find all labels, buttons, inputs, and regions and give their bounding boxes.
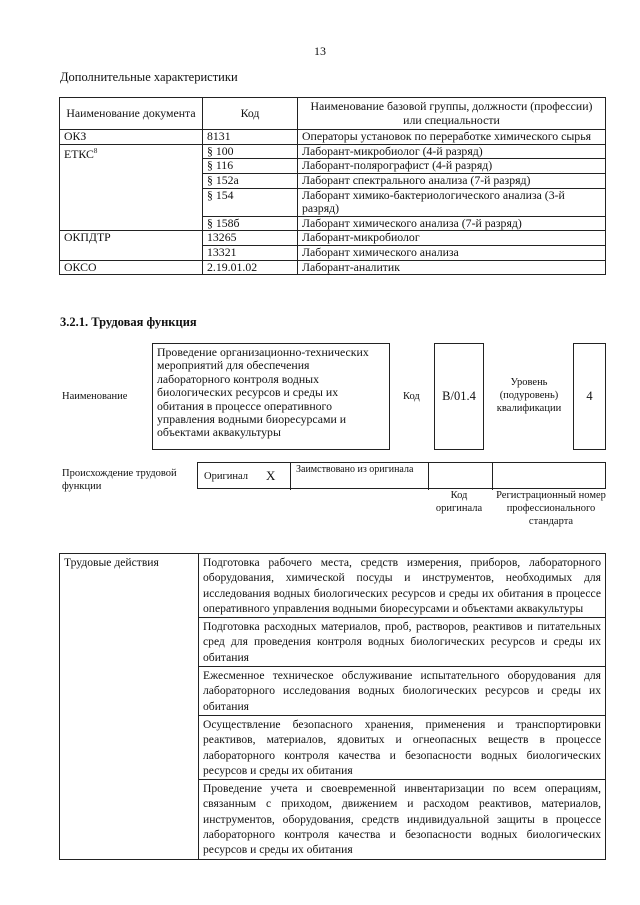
doc-okso: ОКСО bbox=[60, 260, 203, 275]
doc-etks-text: ЕТКС bbox=[64, 146, 94, 161]
function-code-box: В/01.4 bbox=[434, 343, 484, 450]
name-cell: Лаборант химического анализа bbox=[298, 245, 606, 260]
name-cell: Лаборант-полярографист (4-й разряд) bbox=[298, 159, 606, 174]
table-row bbox=[60, 260, 606, 275]
origin-label: Происхождение трудовой функции bbox=[62, 468, 177, 492]
action-item: Подготовка рабочего места, средств измерения, приборов, лабораторного оборудования, химической посуды и инструментов, необходимых для исследования водных биологических ресурсов и среды их обитания в процессе оперативного управления водными биоресурсами и объектами аквакультуры bbox=[199, 554, 606, 618]
name-cell: Лаборант спектрального анализа (7-й разряд) bbox=[298, 173, 606, 188]
code-cell: 13265 bbox=[203, 231, 298, 246]
level-label: Уровень (подуровень) квалификации bbox=[496, 377, 562, 414]
divider bbox=[492, 463, 493, 490]
code-cell: 8131 bbox=[203, 130, 298, 145]
original-label: Оригинал bbox=[204, 471, 248, 482]
name-cell: Лаборант-микробиолог (4-й разряд) bbox=[298, 144, 606, 159]
section-title: 3.2.1. Трудовая функция bbox=[60, 315, 197, 329]
code-cell: § 154 bbox=[203, 188, 298, 216]
name-cell: Лаборант-аналитик bbox=[298, 260, 606, 275]
code-cell: § 116 bbox=[203, 159, 298, 174]
origin-row bbox=[197, 462, 606, 489]
page-number: 13 bbox=[314, 44, 326, 58]
doc-okpdtr: ОКПДТР bbox=[60, 231, 203, 260]
name-cell: Лаборант химического анализа (7-й разряд) bbox=[298, 216, 606, 231]
code-original-caption: Код оригинала bbox=[435, 490, 483, 514]
additional-heading: Дополнительные характеристики bbox=[60, 70, 238, 84]
divider bbox=[428, 463, 429, 490]
table-row bbox=[60, 130, 606, 145]
doc-okz: ОКЗ bbox=[60, 130, 203, 145]
table-row bbox=[60, 554, 606, 618]
function-name-box: Проведение организационно-технических мероприятий для обеспечения лабораторного контроля водных биологических ресурсов и среды их обитания в процессе оперативного управления водными биоресурсами и объектами аквакультуры bbox=[152, 343, 390, 450]
table-row bbox=[60, 231, 606, 246]
code-cell: 2.19.01.02 bbox=[203, 260, 298, 275]
footnote-mark: 8 bbox=[93, 146, 98, 155]
original-mark: X bbox=[266, 468, 276, 483]
header-name: Наименование базовой группы, должности (профессии) или специальности bbox=[298, 98, 606, 130]
name-cell: Лаборант-микробиолог bbox=[298, 231, 606, 246]
divider bbox=[290, 463, 291, 490]
code-cell: § 158б bbox=[203, 216, 298, 231]
labor-actions-table bbox=[59, 553, 606, 860]
action-item: Осуществление безопасного хранения, применения и транспортировки реактивов, материалов, ядовитых и огнеопасных веществ в процессе лабораторного контроля качества и безопасности водных биологических ресурсов и среды их обитания bbox=[199, 715, 606, 779]
additional-characteristics-table bbox=[59, 97, 606, 275]
action-item: Проведение учета и своевременной инвентаризации по всем операциям, связанным с приходом, движением и расходом реактивов, материалов, инструментов, оборудования, средств индивидуальной защиты в процессе лабораторного контроля качества и безопасности водных биологических ресурсов и среды их обитания bbox=[199, 780, 606, 859]
actions-label: Трудовые действия bbox=[60, 554, 199, 860]
action-item: Ежесменное техническое обслуживание испытательного оборудования для лабораторного исследования водных биологических ресурсов и среды их обитания bbox=[199, 667, 606, 716]
level-value-box: 4 bbox=[573, 343, 606, 450]
action-item: Подготовка расходных материалов, проб, растворов, реактивов и питательных сред для проведения контроля водных биологических ресурсов и среды их обитания bbox=[199, 618, 606, 667]
borrowed-label: Заимствовано из оригинала bbox=[296, 464, 414, 475]
header-code: Код bbox=[203, 98, 298, 130]
name-cell: Операторы установок по переработке химического сырья bbox=[298, 130, 606, 145]
function-name-label: Наименование bbox=[62, 391, 128, 402]
registration-number-caption: Регистрационный номер профессионального стандарта bbox=[496, 490, 606, 527]
name-cell: Лаборант химико-бактериологического анализа (3-й разряд) bbox=[298, 188, 606, 216]
doc-etks bbox=[60, 144, 203, 231]
table-row bbox=[60, 144, 606, 159]
code-cell: § 152а bbox=[203, 173, 298, 188]
code-label: Код bbox=[403, 391, 420, 402]
code-cell: 13321 bbox=[203, 245, 298, 260]
table-header-row bbox=[60, 98, 606, 130]
code-cell: § 100 bbox=[203, 144, 298, 159]
header-doc: Наименование документа bbox=[60, 98, 203, 130]
